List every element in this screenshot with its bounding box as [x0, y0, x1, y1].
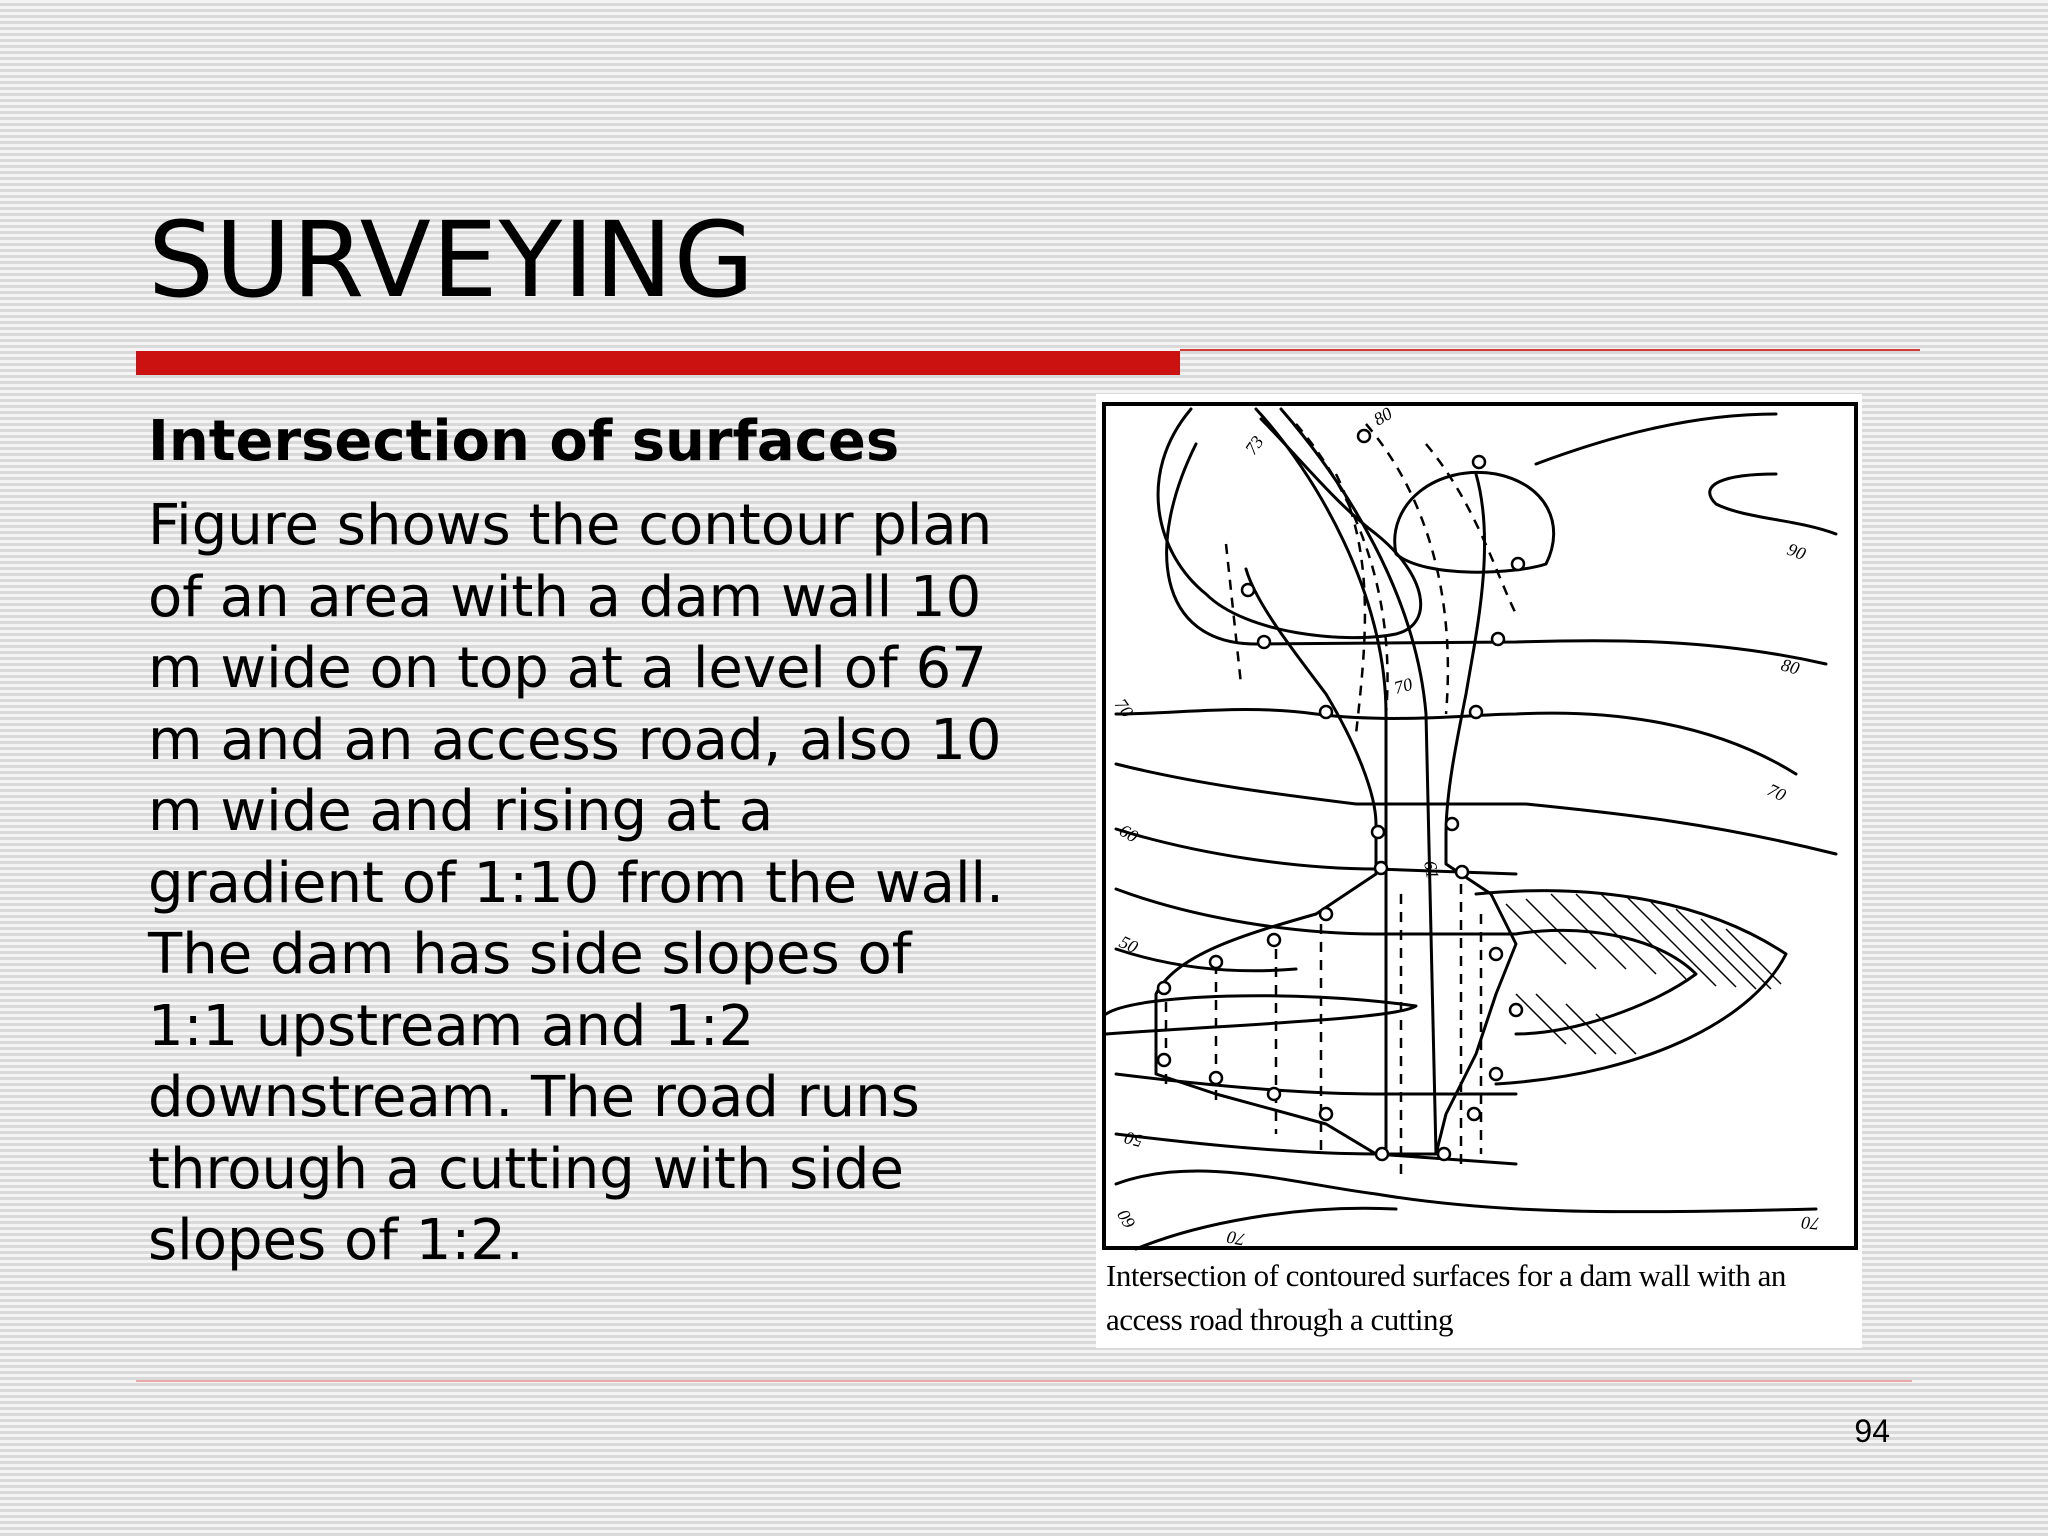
intersection-point [1268, 934, 1280, 946]
intersection-point [1492, 633, 1504, 645]
contour-label: 73 [1240, 432, 1268, 459]
title-underline-thin [1180, 349, 1920, 351]
intersection-point [1438, 1148, 1450, 1160]
intersection-point [1456, 866, 1468, 878]
intersection-point [1158, 1054, 1170, 1066]
figure [1096, 394, 1862, 1348]
contour-label: 60 [1113, 1206, 1140, 1232]
contour-label: 90 [1784, 538, 1809, 564]
intersection-point [1258, 636, 1270, 648]
contour-label: 70 [1225, 1226, 1247, 1250]
intersection-point [1320, 908, 1332, 920]
intersection-point [1320, 706, 1332, 718]
contour-label: 50 [1116, 931, 1142, 958]
intersection-point [1375, 862, 1387, 874]
intersection-point [1372, 826, 1384, 838]
intersection-point [1490, 948, 1502, 960]
section-heading: Intersection of surfaces [148, 409, 900, 474]
intersection-point [1210, 1072, 1222, 1084]
intersection-point [1510, 1004, 1522, 1016]
contour-plan-diagram [1096, 394, 1862, 1254]
intersection-point [1210, 956, 1222, 968]
body-paragraph: Figure shows the contour plan of an area with a dam wall 10 m wide on top at a level of 67 m and an access road, also 10 m wide and rising at a gradient of 1:10 from the wall. The dam has side slopes of 1:1 upstream and 1:2 downstream. The road runs through a cutting with side slopes of 1:2. [148, 493, 1004, 1273]
title-underline-thick [136, 351, 1180, 375]
figure-caption: Intersection of contoured surfaces for a dam wall with an access road through a cutting [1106, 1258, 1786, 1337]
intersection-point [1268, 1088, 1280, 1100]
contour-label: 70 [1800, 1212, 1821, 1234]
intersection-point [1358, 430, 1370, 442]
intersection-point [1320, 1108, 1332, 1120]
intersection-point [1376, 1148, 1388, 1160]
contour-label: 70 [1110, 694, 1138, 722]
page-number: 94 [1854, 1413, 1890, 1449]
contour-label: 50 [1122, 1127, 1146, 1152]
contour-label: 70 [1764, 779, 1790, 806]
intersection-point [1158, 982, 1170, 994]
intersection-point [1446, 818, 1458, 830]
slide-title: SURVEYING [148, 199, 756, 321]
contour-label: 61 [1420, 859, 1443, 881]
intersection-point [1490, 1068, 1502, 1080]
intersection-point [1242, 584, 1254, 596]
contour-label: 80 [1370, 403, 1396, 430]
contour-label: 80 [1778, 654, 1802, 679]
intersection-point [1470, 706, 1482, 718]
contour-label: 70 [1391, 673, 1415, 698]
footer-rule [136, 1380, 1912, 1382]
intersection-point [1468, 1108, 1480, 1120]
contour-label: 60 [1116, 820, 1142, 847]
intersection-point [1512, 558, 1524, 570]
intersection-point [1473, 456, 1485, 468]
